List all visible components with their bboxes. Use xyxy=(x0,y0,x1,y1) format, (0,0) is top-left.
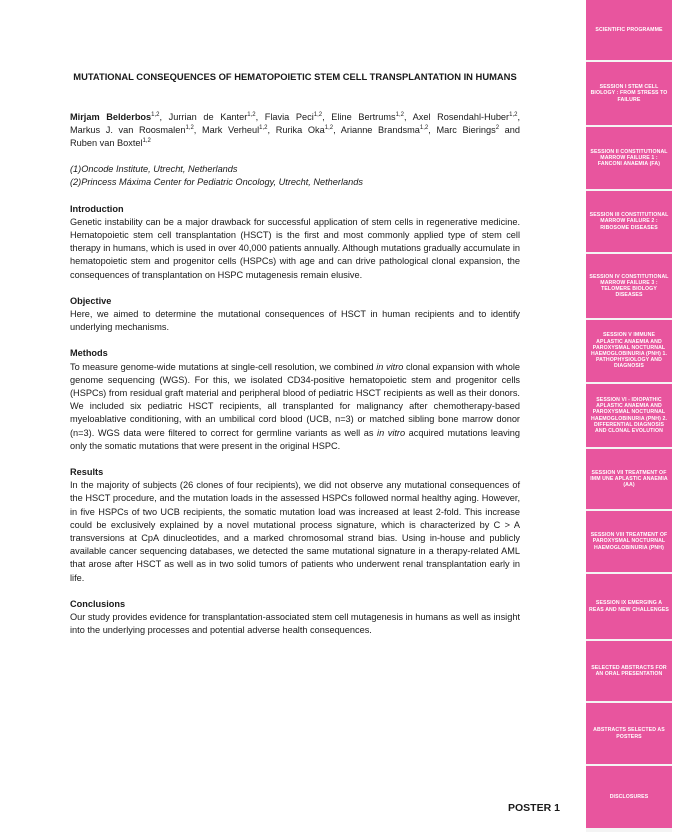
author-affiliation-sup: 1,2 xyxy=(151,111,160,118)
objective-section xyxy=(70,295,520,335)
author-affiliation-sup: 1,2 xyxy=(509,111,518,118)
author-separator: , xyxy=(193,124,202,135)
author-name xyxy=(341,125,429,135)
author-separator: , xyxy=(333,124,341,135)
affiliations xyxy=(70,163,520,189)
author-affiliation-sup: 1,2 xyxy=(185,124,194,131)
results-section xyxy=(70,466,520,585)
sidebar-item[interactable] xyxy=(586,766,672,828)
author-affiliation-sup: 1,2 xyxy=(259,124,268,131)
author-separator: , xyxy=(428,124,437,135)
sidebar-item[interactable] xyxy=(586,127,672,189)
introduction-heading: Introduction xyxy=(70,203,124,214)
results-text: In the majority of subjects (26 clones of four recipients), we did not observe any mutational consequences of the HSCT procedure, and the mutation loads in the assessed HSPCs followed normal healthy aging. However, in five HSPCs of two UCB recipients, the somatic mutation load was increased at least 2-fold. This increase could be exclusively explained by a novel mutational process signature, which is characterized by C > A transversions at CpA dinucleotides, and a marked chromosomal strand bias. Using in-house and publicly available cancer sequencing databases, we detected the same mutational signature in a therapy-related AML that arose after HSCT as well as in two solid tumors of patients who underwent renal transplantation early in life. xyxy=(70,480,520,583)
sidebar-item[interactable] xyxy=(586,191,672,252)
author-name-text: Eline Bertrums xyxy=(331,111,396,122)
author-name-text: Jurrian de Kanter xyxy=(168,111,248,122)
methods-text-part: acquired mutations leaving only the somatic mutations that were present in the original HSPC. xyxy=(70,427,520,451)
author-affiliation-sup: 1,2 xyxy=(247,111,256,118)
sidebar-item-label: SESSION IX EMERGING A REAS AND NEW CHALLENGES xyxy=(589,600,669,613)
sidebar-item[interactable] xyxy=(586,0,672,60)
methods-italic-term: in vitro xyxy=(376,361,404,372)
author-name-text: Mark Verheul xyxy=(201,124,260,135)
sidebar-item-label: SESSION VI - IDIOPATHIC APLASTIC ANAEMIA AND PAROXYSMAL NOCTURNAL HAEMOGLOBINURIA (PNH) 2. DIFFERENTIAL DIAGNOSIS AND CLONAL EVOLUTION xyxy=(591,396,667,434)
sidebar-item[interactable] xyxy=(586,574,672,639)
author-affiliation-sup: 1,2 xyxy=(313,111,323,118)
author-name xyxy=(202,125,268,135)
author-affiliation-sup: 1,2 xyxy=(324,124,334,131)
author-affiliation-sup: 1,2 xyxy=(395,111,404,118)
sidebar-item[interactable] xyxy=(586,320,672,382)
abstract-document xyxy=(70,70,520,638)
methods-section xyxy=(70,347,520,453)
author-name xyxy=(70,125,194,135)
conclusions-text: Our study provides evidence for transplantation-associated stem cell mutagenesis in humans as well as insight into the underlying processes and potential adverse health consequences. xyxy=(70,612,520,636)
author-name-text: Axel Rosendahl-Huber xyxy=(412,111,510,122)
author-name xyxy=(169,112,256,122)
author-name-text: Rurika Oka xyxy=(275,124,325,135)
author-name xyxy=(436,125,499,135)
author-name xyxy=(276,125,333,135)
sidebar-item-label: SESSION II CONSTITUTIONAL MARROW FAILURE 1 : FANCONI ANAEMIA (FA) xyxy=(590,148,668,168)
author-separator: , xyxy=(322,111,332,122)
author-separator: , xyxy=(255,111,265,122)
author-name-text: Ruben van Boxtel xyxy=(70,138,143,148)
sidebar-item-label: SELECTED ABSTRACTS FOR AN ORAL PRESENTATION xyxy=(591,664,667,677)
sidebar-item-label: SESSION IV CONSTITUTIONAL MARROW FAILURE 3 : TELOMERE BIOLOGY DISEASES xyxy=(589,273,669,299)
methods-italic-term: in vitro xyxy=(377,427,406,438)
sidebar-item[interactable] xyxy=(586,62,672,125)
methods-text-part: clonal expansion with whole genome sequencing (WGS). For this, we isolated CD34-positive hematopoietic stem and progenitor cells (HSPCs) from residual graft material and peripheral blood of pediatric HSCT recipients as well as their donors. We included six pediatric HSCT recipients, all transplanted for malignancy after chemotherapy-based myeloablative conditioning, with an umbilical cord blood (UCB, n=3) or matched sibling bone marrow donor (n=3). WGS data were filtered to correct for germline variants as well as xyxy=(70,361,520,438)
author-name xyxy=(70,138,151,148)
sidebar-item-label: SESSION III CONSTITUTIONAL MARROW FAILURE 2 : RIBOSOME DISEASES xyxy=(589,212,669,231)
sidebar-item[interactable] xyxy=(586,384,672,447)
introduction-text: Genetic instability can be a major drawback for successful application of stem cells in regenerative medicine. Hematopoietic stem cell transplantation (HSCT) is the first and most commonly applied type of stem cell therapy in humans, which is used in over 40,000 patients annually. Although mutations gradually accumulate in hematopoietic stem and progenitor cells (HSPCs) with age and can drive pathological clonal expansion, the consequences of transplantation on HSPC mutagenesis remain elusive. xyxy=(70,216,520,280)
author-name xyxy=(265,112,322,122)
author-name xyxy=(70,112,160,122)
sidebar-item-label: SCIENTIFIC PROGRAMME xyxy=(595,26,663,33)
sidebar-item[interactable] xyxy=(586,703,672,764)
sidebar-nav xyxy=(586,0,672,832)
abstract-title: MUTATIONAL CONSEQUENCES OF HEMATOPOIETIC STEM CELL TRANSPLANTATION IN HUMANS xyxy=(73,71,517,82)
sidebar-item-label: SESSION VII TREATMENT OF IMM UNE APLASTIC ANAEMIA (AA) xyxy=(590,469,668,489)
objective-text: Here, we aimed to determine the mutational consequences of HSCT in human recipients and to identify underlying mechanisms. xyxy=(70,309,520,333)
author-name xyxy=(412,111,521,122)
sidebar-item[interactable] xyxy=(586,449,672,509)
sidebar-item-label: SESSION VIII TREATMENT OF PAROXYSMAL NOCTURNAL HAEMOGLOBINURIA (PNH) xyxy=(590,532,668,551)
author-name-text: Markus J. van Roosmalen xyxy=(70,124,186,135)
sidebar-item-label: ABSTRACTS SELECTED AS POSTERS xyxy=(593,727,665,740)
methods-text xyxy=(70,361,520,453)
sidebar-item[interactable] xyxy=(586,254,672,318)
author-affiliation-sup: 2 xyxy=(495,124,500,131)
sidebar-item-label: SESSION I STEM CELL BIOLOGY : FROM STRESS TO FAILURE xyxy=(590,84,668,103)
poster-label: POSTER 1 xyxy=(508,802,560,814)
author-separator: and xyxy=(499,124,520,135)
author-list xyxy=(70,111,520,151)
objective-heading: Objective xyxy=(70,295,112,306)
author-name-text: Marc Bierings xyxy=(436,124,496,135)
author-separator: , xyxy=(267,124,276,135)
affiliation-1: (1)Oncode Institute, Utrecht, Netherlands xyxy=(70,164,238,175)
author-name-text: Arianne Brandsma xyxy=(340,124,420,135)
author-affiliation-sup: 1,2 xyxy=(419,124,429,131)
author-name-text: Flavia Peci xyxy=(264,111,314,122)
sidebar-item-label: SESSION V IMMUNE APLASTIC ANAEMIA AND PAROXYSMAL NOCTURNAL HAEMOGLOBINURIA (PNH) 1. PATHOPHYSIOLOGY AND DIAGNOSIS xyxy=(591,332,667,370)
author-separator: , xyxy=(517,111,521,122)
author-separator: , xyxy=(403,111,413,122)
sidebar-item[interactable] xyxy=(586,641,672,701)
sidebar-item-label: DISCLOSURES xyxy=(609,793,649,800)
author-name xyxy=(331,112,404,122)
author-affiliation-sup: 1,2 xyxy=(142,137,151,144)
conclusions-heading: Conclusions xyxy=(70,598,126,609)
introduction-section xyxy=(70,203,520,282)
author-separator: , xyxy=(159,111,169,122)
author-name-text: Mirjam Belderbos xyxy=(70,111,152,122)
sidebar-item[interactable] xyxy=(586,511,672,572)
conclusions-section xyxy=(70,598,520,638)
results-heading: Results xyxy=(70,467,104,478)
affiliation-2: (2)Princess Máxima Center for Pediatric Oncology, Utrecht, Netherlands xyxy=(70,177,363,188)
methods-heading: Methods xyxy=(70,348,108,359)
methods-text-part: To measure genome-wide mutations at single-cell resolution, we combined xyxy=(70,361,377,372)
